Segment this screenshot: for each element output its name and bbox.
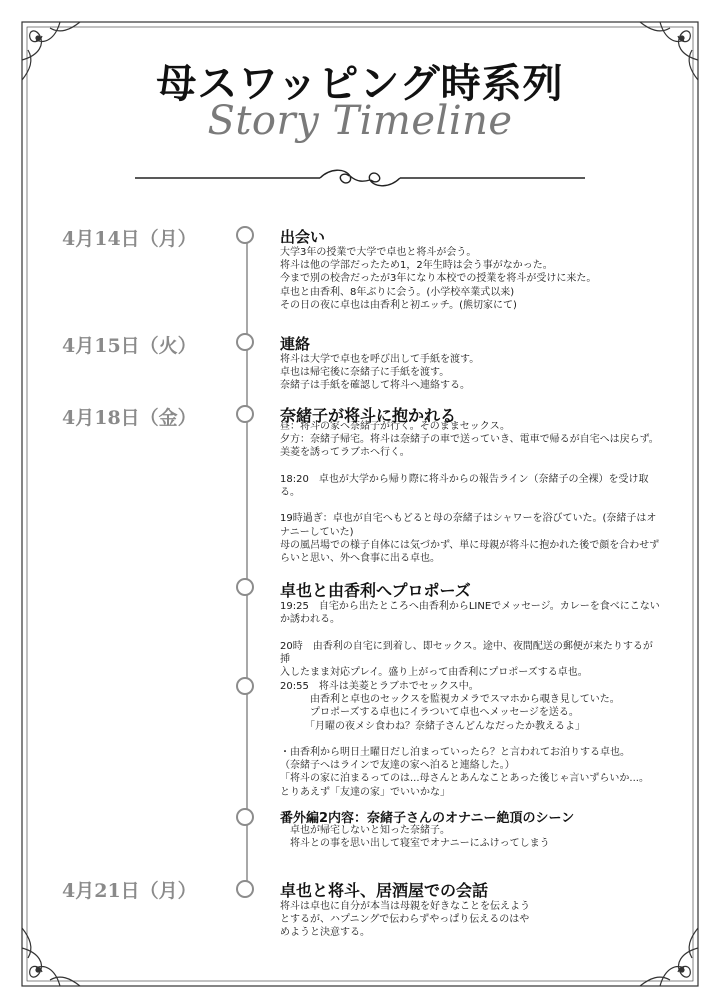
event-date: 4月15日（火） [62,335,197,357]
timeline-node [236,808,254,826]
timeline-node [236,226,254,244]
event-body: 大学3年の授業で大学で卓也と将斗が会う。 将斗は他の学部だったため1，2年生時は会う事がなかった。 今まで別の校舎だったが3年になり本校での授業を将斗が受けに来た。 卓也と由香利、8年ぶりに会う。(小学校卒業式以来) その日の夜に卓也は由香利と初エッチ。(熊切家にて) [280,247,597,311]
timeline-node [236,405,254,423]
event-heading: 連絡 [280,335,311,353]
event-body: 将斗は卓也に自分が本当は母親を好きなことを伝えよう とするが、ハプニングで伝わらずやっぱり伝えるのはや めようと決意する。 [280,901,530,939]
event-heading: 出会い [280,228,326,246]
event-body: 将斗は大学で卓也を呼び出して手紙を渡す。 卓也は帰宅後に奈緒子に手紙を渡す。 奈緒子は手紙を確認して将斗へ連絡する。 [280,354,480,392]
timeline-node [236,578,254,596]
event-date: 4月14日（月） [62,228,197,250]
title-divider-ornament [135,160,585,196]
timeline-node [236,677,254,695]
event-heading: 卓也と将斗、居酒屋での会話 [280,881,489,900]
event-body: 19:25 自宅から出たところへ由香利からLINEでメッセージ。カレーを食べにこない か誘われる。 20時 由香利の自宅に到着し、即セックス。途中、夜間配送の郵便が来たりするが挿 入したまま対応プレイ。盛り上がって由香利にプロポーズする卓也。 [280,601,660,679]
event-heading: 奈緒子が将斗に抱かれる [280,406,457,425]
timeline-node [236,333,254,351]
timeline-axis [246,232,248,892]
timeline-node [236,880,254,898]
event-heading: 番外編2内容：奈緒子さんのオナニー絶頂のシーン [280,811,575,826]
page-subtitle: Story Timeline [207,98,513,144]
event-body: 昼：将斗の家へ奈緒子が行く。そのままセックス。 夕方：奈緒子帰宅。将斗は奈緒子の車で送っていき、電車で帰るが自宅へは戻らず。 美菱を誘ってラブホへ行く。 18:20 卓也が大学から帰り際に将斗からの報告ライン（奈緒子の全裸）を受け取 る。 19時過ぎ：卓也が自宅へもどると母の奈緒子はシャワーを浴びていた。(奈緒子はオ ナニーしていた) 母の風呂場での様子自体には気づかず、単に母親が将斗に抱かれた後で顔を合わせず らいと思い、外へ食事に出る卓也。 [280,421,660,565]
page-title: 母スワッピング時系列 [156,61,564,107]
corner-ornament-bottom-left [22,928,80,986]
event-body: 20:55 将斗は美菱とラブホでセックス中。 由香利と卓也のセックスを監視カメラでスマホから覗き見していた。 プロポーズする卓也にイラついて卓也へメッセージを送る。 「月曜の夜メシ食わね？奈緒子さんどんなだったか教えるよ」 ・由香利から明日土曜日だし泊まっていったら？と言われてお泊りする卓也。 （奈緒子へはラインで友達の家へ泊ると連絡した。） 「将斗の家に泊まるってのは...母さんとあんなことあった後じゃ言いずらいか...。 とりあえず「友達の家」でいいかな」 [280,681,649,798]
event-body: 卓也が帰宅しないと知った奈緒子。 将斗との事を思い出して寝室でオナニーにふけってしまう [289,825,550,850]
event-heading: 卓也と由香利へプロポーズ [280,581,471,600]
event-date: 4月18日（金） [62,407,197,429]
event-date: 4月21日（月） [62,880,197,902]
